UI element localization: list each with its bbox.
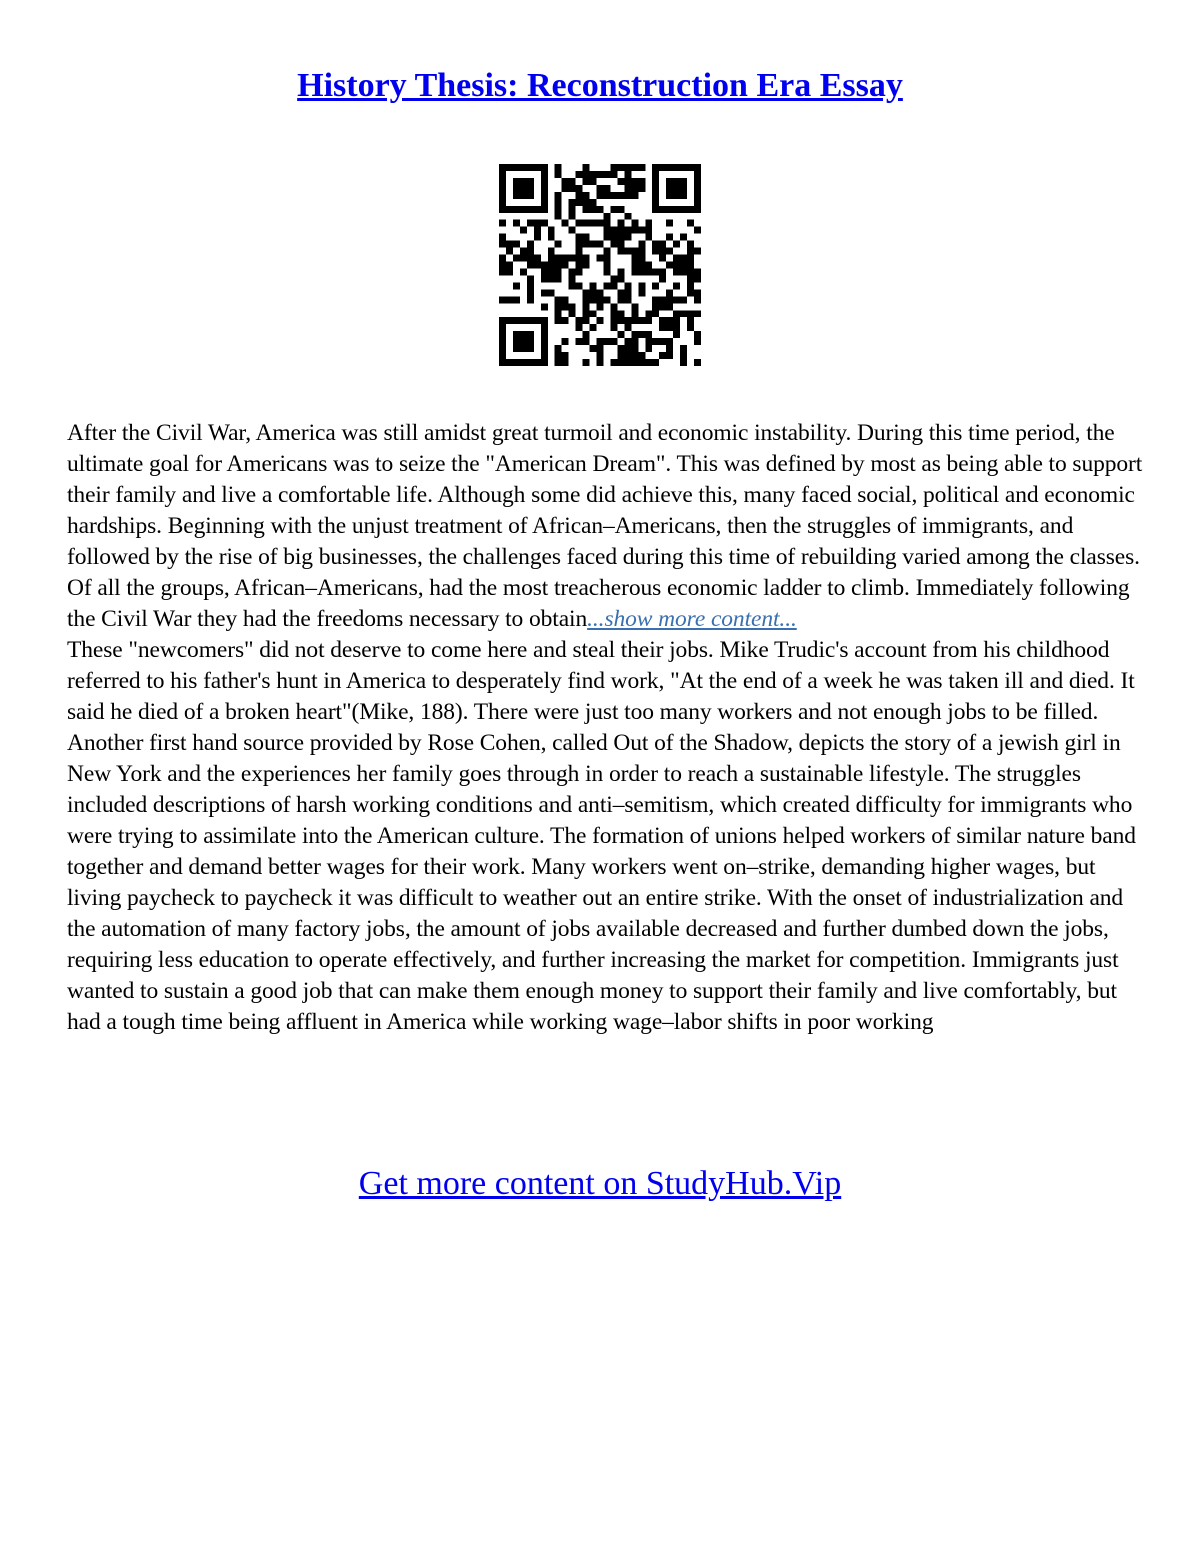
page-title [0,62,1200,110]
essay-paragraph-2: These "newcomers" did not deserve to come here and steal their jobs. Mike Trudic's account from his childhood referred to his father's hunt in America to desperately find work, "At the end of a week he was taken ill and died. It said he died of a broken heart"(Mike, 188). There were just too many workers and not enough jobs to be filled. Another first hand source provided by Rose Cohen, called Out of the Shadow, depicts the story of a jewish girl in New York and the experiences her family goes through in order to reach a sustainable lifestyle. The struggles included descriptions of harsh working conditions and anti–semitism, which created difficulty for immigrants who were trying to assimilate into the American culture. The formation of unions helped workers of similar nature band together and demand better wages for their work. Many workers went on–strike, demanding higher wages, but living paycheck to paycheck it was difficult to weather out an entire strike. With the onset of industrialization and the automation of many factory jobs, the amount of jobs available decreased and further dumbed down the jobs, requiring less education to operate effectively, and further increasing the market for competition. Immigrants just wanted to sustain a good job that can make them enough money to support their family and live comfortably, but had a tough time being affluent in America while working wage–labor shifts in poor working [67,637,1136,1035]
show-more-link[interactable]: ...show more content... [587,606,797,632]
paragraph-1-text: After the Civil War, America was still amidst great turmoil and economic instability. During this time period, the ultimate goal for Americans was to seize the "American Dream". This was defined by most as being able to support their family and live a comfortable life. Although some did achieve this, many faced social, political and economic hardships. Beginning with the unjust treatment of African–Americans, then the struggles of immigrants, and followed by the rise of big businesses, the challenges faced during this time of rebuilding varied among the classes. Of all the groups, African–Americans, had the most treacherous economic ladder to climb. Immediately following the Civil War they had the freedoms necessary to obtain [67,420,1143,632]
qr-code-icon [499,164,701,366]
footer-link[interactable]: Get more content on StudyHub.Vip [358,1165,842,1202]
footer [0,1161,1200,1207]
essay-body [67,418,1147,1038]
essay-paragraph-1 [67,418,1147,635]
title-link[interactable]: History Thesis: Reconstruction Era Essay [297,67,903,104]
